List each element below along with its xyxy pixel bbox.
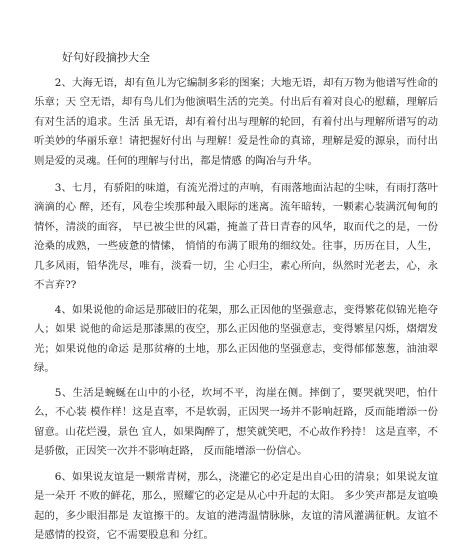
paragraph-2: 2、大海无语，却有鱼儿为它编制多彩的图案；大地无语，却有万物为他谱写性命的乐章；天 空无语，却有鸟儿们为他演唱生活的完美。付出后有着对良心的慰藉，理解后有对生活的追求。生活 虽无语，却有着付出与理解的轮回，有着付出与理解所谱写的动听美妙的华丽乐章！请把握好付出 与理解！爱是性命的真谛，理解是爱的源泉，而付出则是爱的灵魂。任何的理解与付出，都是情感 的陶冶与升华。 [34,77,438,167]
paragraph-4: 4、如果说他的命运是那破旧的花架，那么正因他的坚强意志，变得繁花似锦光艳夺人；如果 说他的命运是那漆黑的夜空，那么正因他的坚强意志，变得繁星闪烁，熠熠发光；如果说他的命运 是那贫瘠的土地，那么正因他的坚强意志，变得郁郁葱葱，油油翠绿。 [34,304,438,375]
document-title: 好句好段摘抄大全 [62,51,150,64]
paragraph-5: 5、生活是蜿蜒在山中的小径，坎坷不平，沟崖在侧。摔倒了，要哭就哭吧，怕什么，不心装 模作样！这是直率，不是软弱，正因哭一场并不影响赶路，反而能增添一份留意。山花烂漫，景色 宜人，如果陶醉了，想笑就笑吧，不心故作矜持！ 这是直率，不是骄傲，正因笑一次并不影响赶路， 反而能增添一份信心。 [34,387,438,458]
paragraph-6: 6、如果说友谊是一颗常青树，那么，浇灌它的必定是出自心田的清泉；如果说友谊是一朵开 不败的鲜花，那么，照耀它的必定是从心中升起的太阳。 多少笑声都是友谊唤起的，多少眼泪都是 友谊擦干的。友谊的港湾温情脉脉，友谊的清风灌满征帆。友谊不是感情的投资，它不需要股息和 分红。 [34,471,438,542]
paragraph-3: 3、七月，有骄阳的味道，有流光滑过的声响，有雨落地面沾起的尘味，有雨打落叶滴滴的心 醉，还有，风卷尘埃那种最入眼际的迷离。流年暗转，一颗素心装满沉甸甸的情怀，清淡的面容， 早已被尘世的风霜，掩盖了昔日青春的风华，取而代之的是，一份沧桑的成熟，一些疲惫的情愫， 悄悄的布满了眼角的细纹处。往事，历历在目，人生，几多风雨，铅华洗尽，唯有，淡看一切，尘 心归尘，素心所向，纵然时光老去，心，永不言弃?? [34,182,438,292]
